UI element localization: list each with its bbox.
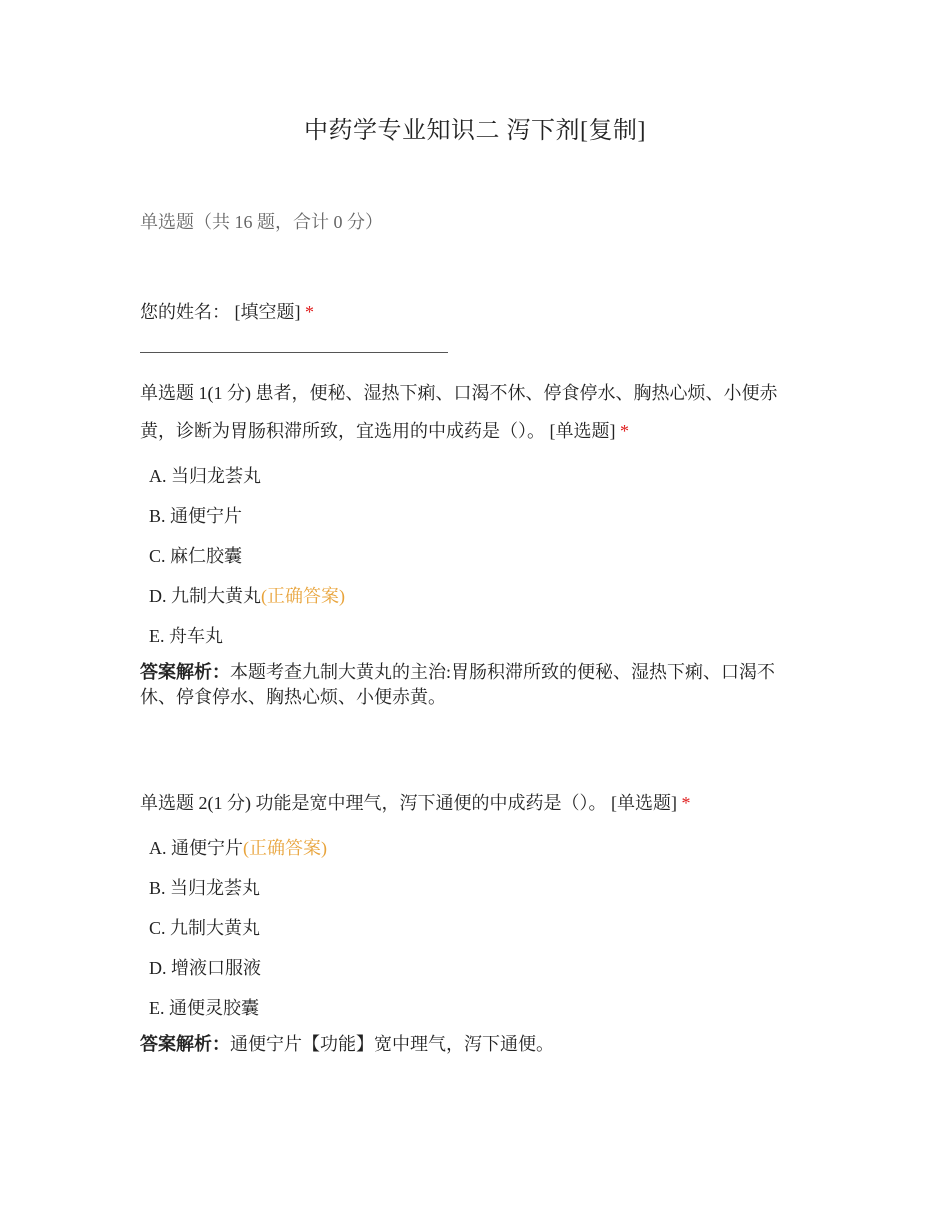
question-type: [单选题]: [611, 793, 677, 813]
option-d[interactable]: [140, 948, 810, 988]
question-text: 患者，便秘、湿热下痢、口渴不休、停食停水、胸热心烦、小便赤黄，诊断为胃肠积滞所致，宜选用的中成药是（）。: [140, 383, 778, 441]
name-question-label: 您的姓名：: [140, 302, 230, 322]
option-text: B. 通便宁片: [149, 506, 243, 526]
analysis-label: 答案解析：: [140, 662, 230, 682]
answer-analysis: [140, 660, 810, 710]
option-text: C. 九制大黄丸: [149, 918, 261, 938]
option-e[interactable]: [140, 616, 810, 656]
option-e[interactable]: [140, 988, 810, 1028]
option-a[interactable]: [140, 456, 810, 496]
question-stem: [140, 374, 810, 450]
question-text: 功能是宽中理气，泻下通便的中成药是（）。: [255, 793, 607, 813]
option-list: [140, 456, 810, 656]
question-number: 单选题 2(1 分): [140, 793, 251, 813]
required-mark: *: [305, 302, 314, 322]
section-header: 单选题（共 16 题，合计 0 分）: [140, 212, 383, 232]
option-c[interactable]: [140, 908, 810, 948]
option-text: A. 通便宁片: [149, 838, 243, 858]
option-b[interactable]: [140, 496, 810, 536]
option-text: D. 九制大黄丸: [149, 586, 261, 606]
correct-answer-tag: (正确答案): [261, 586, 345, 606]
question-2: [140, 784, 810, 1057]
analysis-label: 答案解析：: [140, 1034, 230, 1054]
option-list: [140, 828, 810, 1028]
option-text: D. 增液口服液: [149, 958, 261, 978]
option-text: E. 通便灵胶囊: [149, 998, 259, 1018]
option-text: B. 当归龙荟丸: [149, 878, 261, 898]
option-text: C. 麻仁胶囊: [149, 546, 243, 566]
required-mark: *: [681, 793, 691, 813]
option-a[interactable]: [140, 828, 810, 868]
question-stem: [140, 784, 810, 822]
question-type: [单选题]: [549, 421, 616, 441]
option-text: E. 舟车丸: [149, 626, 223, 646]
option-d[interactable]: [140, 576, 810, 616]
option-text: A. 当归龙荟丸: [149, 466, 261, 486]
page-title: 中药学专业知识二 泻下剂[复制]: [304, 118, 646, 144]
question-1: [140, 374, 810, 710]
name-input-line[interactable]: [140, 352, 448, 353]
analysis-text: 本题考查九制大黄丸的主治:胃肠积滞所致的便秘、湿热下痢、口渴不休、停食停水、胸热心烦、小便赤黄。: [140, 662, 775, 707]
correct-answer-tag: (正确答案): [243, 838, 327, 858]
question-number: 单选题 1(1 分): [140, 383, 251, 403]
answer-analysis: [140, 1032, 810, 1057]
option-c[interactable]: [140, 536, 810, 576]
name-question: [140, 298, 314, 324]
option-b[interactable]: [140, 868, 810, 908]
name-question-type: [填空题]: [234, 302, 301, 322]
analysis-text: 通便宁片【功能】宽中理气，泻下通便。: [230, 1034, 554, 1054]
required-mark: *: [620, 421, 629, 441]
